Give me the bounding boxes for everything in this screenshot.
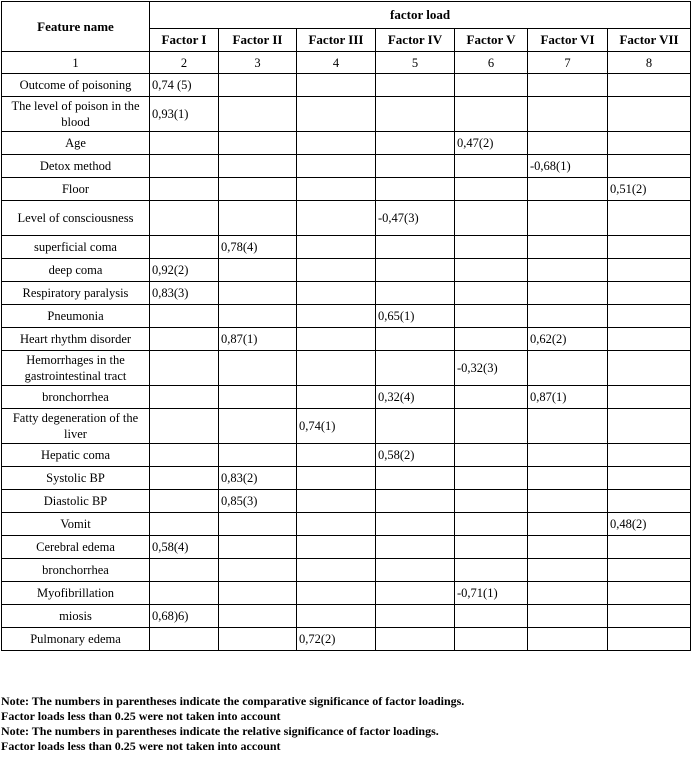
factor-load-cell <box>297 201 376 236</box>
factor-load-cell <box>297 155 376 178</box>
factor-load-cell <box>150 201 219 236</box>
factor-load-cell <box>297 282 376 305</box>
feature-name-cell: Level of consciousness <box>2 201 150 236</box>
factor-load-cell <box>219 97 297 132</box>
factor-load-cell <box>528 582 608 605</box>
feature-name-cell: superficial coma <box>2 236 150 259</box>
table-row <box>2 201 691 236</box>
factor-load-cell <box>528 282 608 305</box>
factor-load-cell <box>455 386 528 409</box>
factor-load-cell: 0,78(4) <box>219 236 297 259</box>
factor-load-cell <box>219 605 297 628</box>
factor-load-cell <box>297 132 376 155</box>
column-number: 2 <box>150 52 219 74</box>
factor-load-cell <box>608 236 691 259</box>
table-row <box>2 74 691 97</box>
feature-name-cell: Detox method <box>2 155 150 178</box>
factor-load-cell <box>297 328 376 351</box>
factor-load-cell <box>455 201 528 236</box>
factor-load-cell: 0,92(2) <box>150 259 219 282</box>
factor-load-cell <box>150 490 219 513</box>
table-row <box>2 132 691 155</box>
feature-name-cell: Cerebral edema <box>2 536 150 559</box>
factor-load-cell <box>528 201 608 236</box>
column-number: 4 <box>297 52 376 74</box>
table-row <box>2 582 691 605</box>
factor-load-cell <box>376 178 455 201</box>
factor-load-cell <box>528 444 608 467</box>
factor-load-cell <box>297 305 376 328</box>
factor-load-cell <box>376 97 455 132</box>
factor-header: Factor III <box>297 29 376 52</box>
factor-load-cell <box>297 467 376 490</box>
factor-load-cell <box>150 132 219 155</box>
factor-load-cell <box>297 513 376 536</box>
feature-name-cell: Hepatic coma <box>2 444 150 467</box>
factor-load-cell: -0,32(3) <box>455 351 528 386</box>
factor-load-cell <box>150 467 219 490</box>
factor-load-cell <box>219 259 297 282</box>
factor-load-cell <box>455 628 528 651</box>
factor-load-cell <box>608 305 691 328</box>
factor-load-table <box>1 1 691 651</box>
table-row <box>2 409 691 444</box>
factor-load-cell <box>219 513 297 536</box>
factor-load-cell <box>455 97 528 132</box>
factor-load-cell <box>528 467 608 490</box>
factor-load-cell <box>608 328 691 351</box>
factor-load-cell <box>297 490 376 513</box>
table-row <box>2 467 691 490</box>
factor-load-cell: -0,47(3) <box>376 201 455 236</box>
factor-load-cell: 0,87(1) <box>528 386 608 409</box>
column-number: 5 <box>376 52 455 74</box>
column-number: 1 <box>2 52 150 74</box>
factor-load-cell <box>608 386 691 409</box>
feature-name-cell: The level of poison in the blood <box>2 97 150 132</box>
factor-load-cell <box>376 467 455 490</box>
factor-load-cell <box>219 305 297 328</box>
feature-name-cell: Outcome of poisoning <box>2 74 150 97</box>
factor-load-cell <box>608 74 691 97</box>
factor-load-cell <box>297 351 376 386</box>
factor-load-cell <box>150 444 219 467</box>
feature-name-cell: Vomit <box>2 513 150 536</box>
factor-load-cell: -0,68(1) <box>528 155 608 178</box>
table-row <box>2 155 691 178</box>
factor-load-cell <box>608 132 691 155</box>
feature-name-cell: Age <box>2 132 150 155</box>
factor-load-cell <box>150 513 219 536</box>
factor-header: Factor VII <box>608 29 691 52</box>
factor-load-cell <box>528 559 608 582</box>
factor-header: Factor V <box>455 29 528 52</box>
factor-load-cell <box>219 74 297 97</box>
table-row <box>2 328 691 351</box>
factor-load-cell <box>376 409 455 444</box>
factor-load-cell <box>150 386 219 409</box>
factor-load-cell <box>219 282 297 305</box>
factor-load-cell <box>608 559 691 582</box>
factor-load-cell <box>528 351 608 386</box>
factor-load-cell <box>376 351 455 386</box>
factor-load-cell <box>297 559 376 582</box>
factor-load-cell <box>219 132 297 155</box>
factor-load-cell <box>150 409 219 444</box>
feature-name-header: Feature name <box>2 2 150 52</box>
table-row <box>2 490 691 513</box>
factor-load-cell <box>150 628 219 651</box>
factor-load-cell <box>455 282 528 305</box>
table-row <box>2 513 691 536</box>
factor-load-cell: 0,83(3) <box>150 282 219 305</box>
column-number: 8 <box>608 52 691 74</box>
factor-load-cell <box>219 201 297 236</box>
factor-load-cell <box>455 444 528 467</box>
note-line: Factor loads less than 0.25 were not taken into account <box>1 709 281 723</box>
factor-load-cell: 0,83(2) <box>219 467 297 490</box>
table-row <box>2 305 691 328</box>
factor-load-cell <box>455 409 528 444</box>
feature-name-cell: Fatty degeneration of the liver <box>2 409 150 444</box>
table-row <box>2 259 691 282</box>
factor-load-cell <box>297 259 376 282</box>
factor-load-cell <box>455 328 528 351</box>
factor-load-cell <box>608 605 691 628</box>
factor-load-cell: 0,58(4) <box>150 536 219 559</box>
factor-load-cell <box>455 178 528 201</box>
table-row <box>2 559 691 582</box>
factor-load-cell: 0,58(2) <box>376 444 455 467</box>
factor-load-cell <box>150 236 219 259</box>
factor-load-cell <box>376 132 455 155</box>
feature-name-cell: bronchorrhea <box>2 559 150 582</box>
factor-load-cell <box>219 409 297 444</box>
table-row <box>2 236 691 259</box>
factor-load-cell <box>608 155 691 178</box>
feature-name-cell: Floor <box>2 178 150 201</box>
factor-load-header: factor load <box>150 2 691 29</box>
factor-load-cell <box>219 628 297 651</box>
factor-load-cell <box>528 178 608 201</box>
factor-load-cell <box>376 628 455 651</box>
factor-header: Factor I <box>150 29 219 52</box>
column-number: 3 <box>219 52 297 74</box>
factor-load-cell <box>376 582 455 605</box>
factor-load-cell <box>528 490 608 513</box>
factor-load-cell <box>455 467 528 490</box>
factor-load-cell <box>376 559 455 582</box>
factor-load-cell <box>528 259 608 282</box>
note-line: Note: The numbers in parentheses indicate the comparative significance of factor loadings. <box>1 694 465 708</box>
factor-load-cell <box>297 605 376 628</box>
factor-load-cell <box>219 351 297 386</box>
feature-name-cell: Systolic BP <box>2 467 150 490</box>
factor-load-cell <box>297 97 376 132</box>
factor-load-cell <box>528 628 608 651</box>
factor-load-cell: 0,32(4) <box>376 386 455 409</box>
factor-load-cell <box>455 559 528 582</box>
factor-load-cell <box>219 536 297 559</box>
factor-load-cell <box>455 605 528 628</box>
factor-load-cell <box>150 351 219 386</box>
table-row <box>2 351 691 386</box>
factor-load-cell: 0,47(2) <box>455 132 528 155</box>
factor-load-cell <box>297 74 376 97</box>
factor-load-cell <box>150 155 219 178</box>
factor-load-cell <box>455 155 528 178</box>
factor-load-cell <box>150 328 219 351</box>
factor-load-cell: 0,48(2) <box>608 513 691 536</box>
feature-name-cell: Heart rhythm disorder <box>2 328 150 351</box>
factor-load-cell: 0,74 (5) <box>150 74 219 97</box>
factor-load-cell <box>528 536 608 559</box>
table-row <box>2 536 691 559</box>
factor-header: Factor IV <box>376 29 455 52</box>
factor-load-cell <box>528 97 608 132</box>
table-notes <box>1 694 464 754</box>
factor-load-cell <box>455 259 528 282</box>
factor-load-cell <box>608 490 691 513</box>
factor-load-cell <box>297 582 376 605</box>
factor-load-cell <box>376 236 455 259</box>
factor-load-cell <box>528 132 608 155</box>
feature-name-cell: Hemorrhages in the gastrointestinal tract <box>2 351 150 386</box>
table-row <box>2 97 691 132</box>
factor-load-cell <box>608 409 691 444</box>
column-number: 7 <box>528 52 608 74</box>
factor-load-cell: 0,62(2) <box>528 328 608 351</box>
feature-name-cell: miosis <box>2 605 150 628</box>
factor-header: Factor II <box>219 29 297 52</box>
factor-load-cell <box>376 605 455 628</box>
factor-load-cell <box>150 559 219 582</box>
factor-load-cell <box>219 582 297 605</box>
feature-name-cell: bronchorrhea <box>2 386 150 409</box>
factor-load-cell <box>219 559 297 582</box>
factor-load-cell: 0,65(1) <box>376 305 455 328</box>
factor-load-cell <box>608 259 691 282</box>
factor-load-cell <box>297 236 376 259</box>
factor-load-cell <box>376 513 455 536</box>
factor-load-cell <box>528 605 608 628</box>
factor-load-cell <box>150 178 219 201</box>
feature-name-cell: deep coma <box>2 259 150 282</box>
feature-name-cell: Respiratory paralysis <box>2 282 150 305</box>
factor-load-cell <box>528 305 608 328</box>
factor-load-cell: 0,51(2) <box>608 178 691 201</box>
table-row <box>2 178 691 201</box>
factor-load-cell <box>455 490 528 513</box>
feature-name-cell: Pneumonia <box>2 305 150 328</box>
column-number: 6 <box>455 52 528 74</box>
factor-load-cell <box>528 236 608 259</box>
factor-load-cell <box>455 305 528 328</box>
factor-load-cell <box>608 97 691 132</box>
factor-load-cell <box>297 536 376 559</box>
table-row <box>2 386 691 409</box>
factor-load-cell <box>528 74 608 97</box>
feature-name-cell: Diastolic BP <box>2 490 150 513</box>
factor-load-cell <box>376 328 455 351</box>
table-row <box>2 628 691 651</box>
feature-name-cell: Myofibrillation <box>2 582 150 605</box>
table-row <box>2 444 691 467</box>
table-row <box>2 282 691 305</box>
factor-load-cell <box>608 351 691 386</box>
factor-load-cell <box>455 513 528 536</box>
factor-load-cell: 0,74(1) <box>297 409 376 444</box>
factor-load-cell <box>297 386 376 409</box>
factor-load-cell <box>528 513 608 536</box>
factor-load-cell <box>376 536 455 559</box>
factor-load-cell: 0,72(2) <box>297 628 376 651</box>
factor-load-cell <box>608 201 691 236</box>
factor-load-cell <box>219 444 297 467</box>
factor-load-cell <box>297 444 376 467</box>
factor-load-cell: 0,87(1) <box>219 328 297 351</box>
factor-load-cell <box>376 259 455 282</box>
factor-load-cell <box>455 536 528 559</box>
factor-load-cell <box>219 155 297 178</box>
factor-load-cell <box>376 282 455 305</box>
factor-load-cell: 0,68)6) <box>150 605 219 628</box>
factor-load-cell <box>376 490 455 513</box>
factor-load-cell <box>608 582 691 605</box>
factor-load-cell <box>150 305 219 328</box>
factor-load-cell <box>219 178 297 201</box>
table-row <box>2 605 691 628</box>
factor-load-cell <box>608 282 691 305</box>
factor-load-cell <box>376 155 455 178</box>
factor-load-cell <box>219 386 297 409</box>
factor-load-cell <box>608 467 691 490</box>
factor-load-cell <box>455 74 528 97</box>
factor-load-cell: -0,71(1) <box>455 582 528 605</box>
table-body <box>2 74 691 651</box>
feature-name-cell: Pulmonary edema <box>2 628 150 651</box>
factor-load-cell <box>376 74 455 97</box>
factor-load-cell <box>455 236 528 259</box>
factor-header: Factor VI <box>528 29 608 52</box>
note-line: Factor loads less than 0.25 were not taken into account <box>1 739 281 753</box>
factor-load-cell: 0,85(3) <box>219 490 297 513</box>
factor-load-cell <box>608 444 691 467</box>
factor-load-cell <box>150 582 219 605</box>
factor-load-cell <box>608 628 691 651</box>
note-line: Note: The numbers in parentheses indicate the relative significance of factor loadings. <box>1 724 439 738</box>
factor-load-cell <box>608 536 691 559</box>
factor-load-cell <box>297 178 376 201</box>
factor-load-cell: 0,93(1) <box>150 97 219 132</box>
factor-load-cell <box>528 409 608 444</box>
